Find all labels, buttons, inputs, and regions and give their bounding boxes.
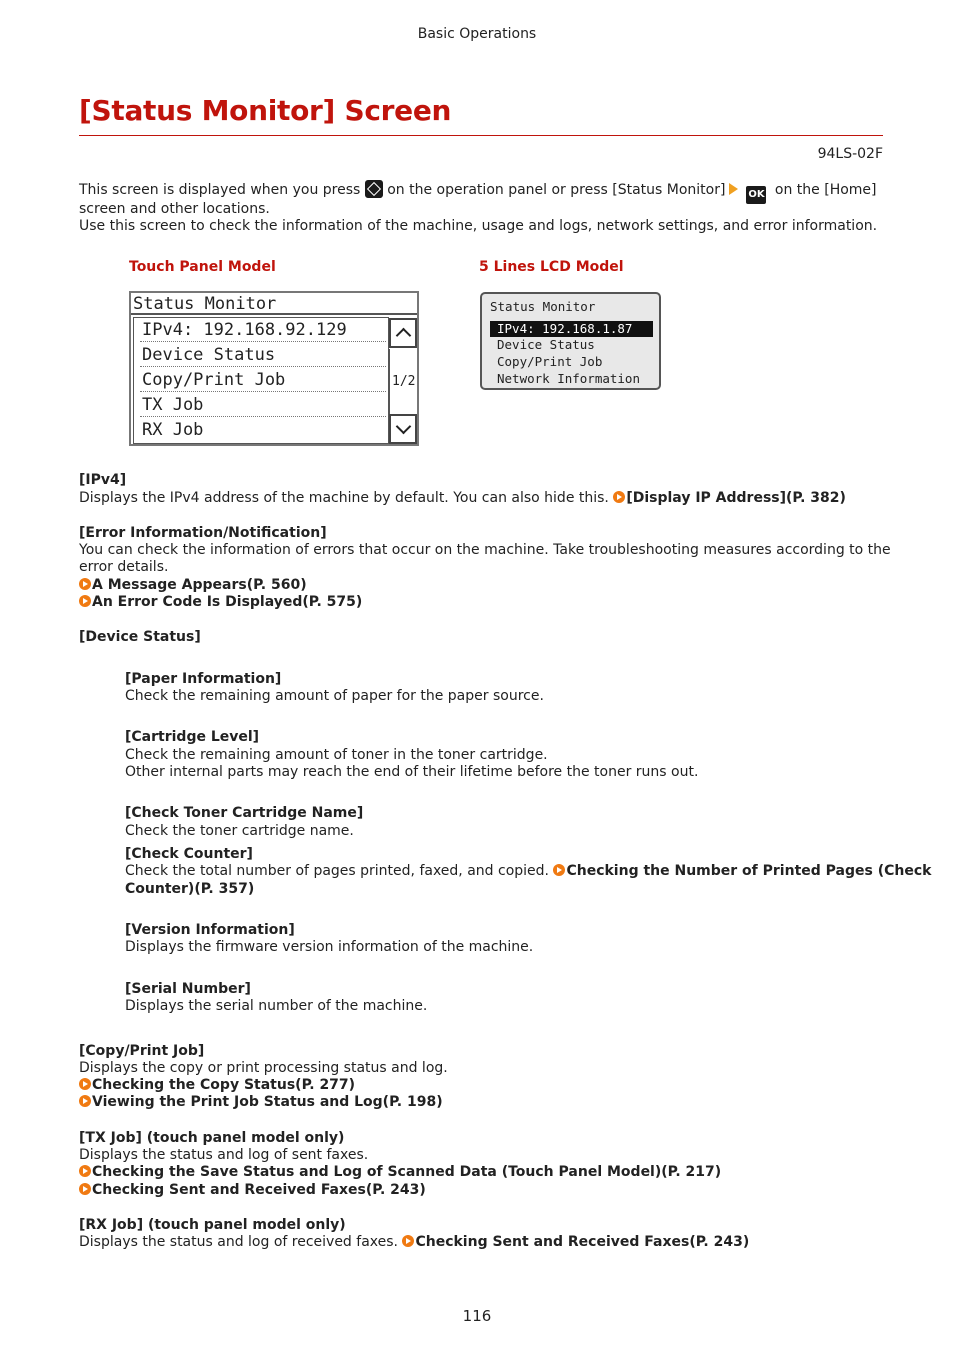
- lcd-row-device-status[interactable]: Device Status: [497, 337, 595, 352]
- error-link-row-1: [79, 577, 307, 594]
- version-heading: [Version Information]: [125, 922, 295, 938]
- paper-text: Check the remaining amount of paper for the paper source.: [125, 688, 544, 704]
- toner-name-text: Check the toner cartridge name.: [125, 823, 354, 839]
- lcd-row-network-information[interactable]: Network Information: [497, 371, 640, 386]
- chevron-up-icon: [396, 328, 412, 344]
- counter-desc: Check the total number of pages printed, faxed, and copied.: [125, 863, 549, 879]
- copy-print-link-row-2: [79, 1094, 443, 1111]
- intro-text-a: This screen is displayed when you press: [79, 182, 361, 198]
- copy-print-heading: [Copy/Print Job]: [79, 1043, 205, 1059]
- copy-print-link-row-1: [79, 1077, 355, 1094]
- page-title: [Status Monitor] Screen: [79, 94, 452, 127]
- toner-name-heading: [Check Toner Cartridge Name]: [125, 805, 364, 821]
- counter-text: [125, 863, 931, 880]
- page-number: 116: [462, 1307, 492, 1325]
- rx-heading: [RX Job] (touch panel model only): [79, 1217, 346, 1233]
- status-monitor-key-icon: [365, 180, 383, 198]
- arrow-right-icon: [729, 183, 738, 195]
- tp-row-copy-print-job[interactable]: Copy/Print Job: [140, 368, 386, 392]
- error-heading: [Error Information/Notification]: [79, 525, 327, 541]
- ipv4-text: [79, 490, 846, 507]
- ipv4-desc: Displays the IPv4 address of the machine by default. You can also hide this.: [79, 490, 609, 506]
- link-arrow-icon: [79, 595, 91, 607]
- tp-row-tx-job[interactable]: TX Job: [140, 393, 386, 417]
- link-arrow-icon: [402, 1235, 414, 1247]
- title-rule: [79, 135, 883, 136]
- lcd-screen: [480, 292, 661, 390]
- link-arrow-icon: [553, 864, 565, 876]
- chevron-down-icon: [396, 419, 412, 435]
- ipv4-heading: [IPv4]: [79, 472, 127, 488]
- version-text: Displays the firmware version information of the machine.: [125, 939, 534, 955]
- counter-heading: [Check Counter]: [125, 846, 253, 862]
- rx-desc: Displays the status and log of received faxes.: [79, 1234, 398, 1250]
- serial-text: Displays the serial number of the machine.: [125, 998, 428, 1014]
- lcd-selected-text: IPv4: 192.168.1.87: [497, 321, 633, 336]
- error-link-row-2: [79, 594, 362, 611]
- touch-panel-screen: [129, 291, 419, 446]
- rx-text: [79, 1234, 749, 1251]
- doc-id: 94LS-02F: [817, 146, 883, 162]
- link-print-job-status[interactable]: Viewing the Print Job Status and Log(P. 198): [92, 1094, 443, 1110]
- link-arrow-icon: [79, 1078, 91, 1090]
- scroll-up-button[interactable]: [389, 318, 417, 348]
- link-arrow-icon: [79, 1183, 91, 1195]
- tp-row-device-status[interactable]: Device Status: [140, 343, 386, 367]
- tp-screen-title: Status Monitor: [131, 293, 417, 315]
- paper-heading: [Paper Information]: [125, 671, 282, 687]
- error-text-1: You can check the information of errors that occur on the machine. Take troubleshooting measures according to the: [79, 542, 891, 558]
- link-copy-status[interactable]: Checking the Copy Status(P. 277): [92, 1077, 356, 1093]
- tp-page-indicator: 1/2: [392, 374, 416, 389]
- link-arrow-icon: [613, 491, 625, 503]
- lcd-title: Status Monitor: [490, 299, 596, 314]
- link-arrow-icon: [79, 1165, 91, 1177]
- tp-row-rx-job[interactable]: RX Job: [142, 420, 204, 440]
- serial-heading: [Serial Number]: [125, 981, 251, 997]
- link-check-counter-b[interactable]: Counter)(P. 357): [125, 881, 255, 897]
- intro-text-c: on the [Home]: [774, 182, 877, 198]
- link-sent-received-faxes[interactable]: Checking Sent and Received Faxes(P. 243): [92, 1182, 426, 1198]
- lcd-label: 5 Lines LCD Model: [479, 259, 624, 275]
- tp-row-ipv4[interactable]: IPv4: 192.168.92.129: [140, 318, 386, 342]
- cartridge-heading: [Cartridge Level]: [125, 729, 260, 745]
- link-arrow-icon: [79, 1095, 91, 1107]
- cartridge-text-2: Other internal parts may reach the end of their lifetime before the toner runs out.: [125, 764, 699, 780]
- tx-heading: [TX Job] (touch panel model only): [79, 1130, 345, 1146]
- touch-panel-label: Touch Panel Model: [129, 259, 276, 275]
- link-scanned-data-status[interactable]: Checking the Save Status and Log of Scanned Data (Touch Panel Model)(P. 217): [92, 1164, 722, 1180]
- intro-line-3: Use this screen to check the information of the machine, usage and logs, network settings, and error information.: [79, 218, 878, 234]
- scroll-down-button[interactable]: [389, 414, 417, 444]
- intro-text-b: on the operation panel or press [Status Monitor]: [387, 182, 726, 198]
- tx-link-row-2: [79, 1182, 426, 1199]
- link-arrow-icon: [79, 578, 91, 590]
- running-header: Basic Operations: [417, 26, 537, 42]
- link-sent-received-faxes-rx[interactable]: Checking Sent and Received Faxes(P. 243): [415, 1234, 750, 1250]
- link-message-appears[interactable]: A Message Appears(P. 560): [92, 577, 307, 593]
- intro-line-2: screen and other locations.: [79, 201, 270, 217]
- lcd-row-copy-print-job[interactable]: Copy/Print Job: [497, 354, 603, 369]
- device-status-heading: [Device Status]: [79, 629, 201, 645]
- link-check-counter-a[interactable]: Checking the Number of Printed Pages (Check: [566, 863, 932, 879]
- ok-key-icon: OK: [746, 186, 766, 204]
- lcd-selected-row[interactable]: [490, 321, 653, 337]
- link-display-ip-address[interactable]: [Display IP Address](P. 382): [626, 490, 846, 506]
- copy-print-text: Displays the copy or print processing status and log.: [79, 1060, 448, 1076]
- tx-link-row-1: [79, 1164, 721, 1181]
- tx-text: Displays the status and log of sent faxes.: [79, 1147, 369, 1163]
- error-text-2: error details.: [79, 559, 169, 575]
- link-error-code[interactable]: An Error Code Is Displayed(P. 575): [92, 594, 363, 610]
- cartridge-text-1: Check the remaining amount of toner in the toner cartridge.: [125, 747, 548, 763]
- tp-list: [133, 317, 389, 444]
